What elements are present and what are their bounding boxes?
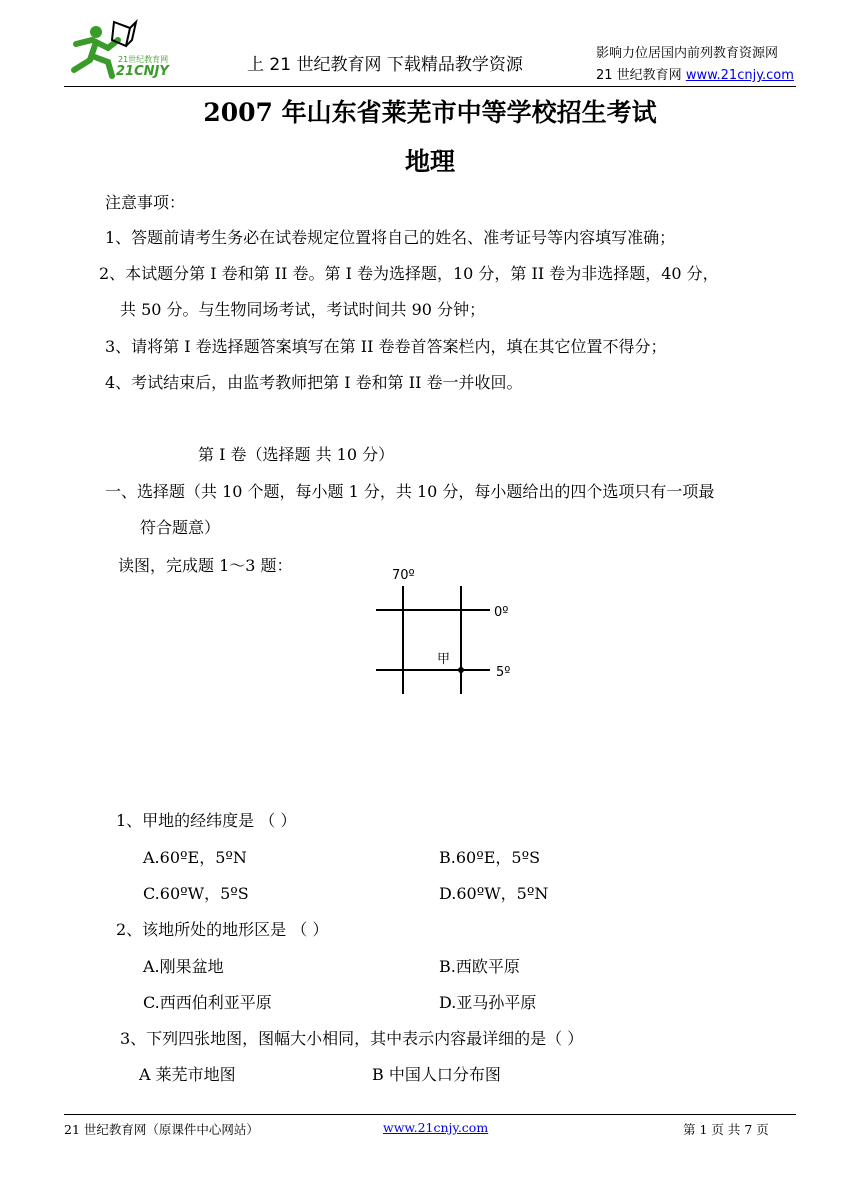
logo-brand-text: 21CNJY <box>116 64 169 79</box>
part1-instructions: 一、选择题（共 10 个题，每小题 1 分，共 10 分，每小题给出的四个选项只有一项最 <box>105 482 715 501</box>
question-stem: 1、甲地的经纬度是 （ ） <box>116 811 297 830</box>
latitude-label-bottom: 5º <box>496 665 511 680</box>
notice-item: 3、请将第 I 卷选择题答案填写在第 II 卷卷首答案栏内，填在其它位置不得分； <box>105 337 667 356</box>
notice-item: 2、本试题分第 I 卷和第 II 卷。第 I 卷为选择题，10 分，第 II 卷为非选择题，40 分， <box>99 264 719 283</box>
part1-instructions-cont: 符合题意） <box>140 518 221 537</box>
section-title: 第 I 卷（选择题 共 10 分） <box>198 445 395 464</box>
question-option: A.60ºE，5ºN <box>143 848 247 867</box>
longitude-label: 70º <box>392 568 415 583</box>
question-option: A.刚果盆地 <box>143 957 224 976</box>
question-stem: 3、下列四张地图，图幅大小相同，其中表示内容最详细的是（ ） <box>120 1029 584 1048</box>
exam-subject: 地理 <box>404 147 455 176</box>
question-option: C.西西伯利亚平原 <box>143 993 272 1012</box>
question-option: C.60ºW，5ºS <box>143 884 249 903</box>
header-right-prefix: 21 世纪教育网 <box>596 68 686 83</box>
notice-heading: 注意事项： <box>105 193 186 212</box>
footer-divider <box>64 1114 796 1115</box>
notice-item: 1、答题前请考生务必在试卷规定位置将自己的姓名、准考证号等内容填写准确； <box>105 228 676 247</box>
header-divider <box>64 86 796 87</box>
question-stem: 2、该地所处的地形区是 （ ） <box>116 920 329 939</box>
point-jia-marker <box>458 667 464 673</box>
notice-item: 共 50 分。与生物同场考试，考试时间共 90 分钟； <box>120 300 486 319</box>
read-prompt: 读图，完成题 1～3 题： <box>118 556 293 575</box>
header-url-link[interactable]: www.21cnjy.com <box>685 68 794 83</box>
footer-site-name: 21 世纪教育网（原课件中心网站） <box>64 1122 259 1137</box>
question-option: A 莱芜市地图 <box>139 1065 236 1084</box>
question-option: B.西欧平原 <box>439 957 520 976</box>
logo-small-text: 21世纪教育网 <box>118 55 169 64</box>
point-jia-label: 甲 <box>437 652 451 667</box>
question-option: B 中国人口分布图 <box>372 1065 501 1084</box>
question-option: B.60ºE，5ºS <box>439 848 541 867</box>
header-right-line2 <box>596 64 794 83</box>
question-option: D.60ºW，5ºN <box>439 884 549 903</box>
footer-url-link[interactable]: www.21cnjy.com <box>383 1120 489 1135</box>
question-option: D.亚马孙平原 <box>439 993 537 1012</box>
exam-title: 2007 年山东省莱芜市中等学校招生考试 <box>203 98 657 127</box>
notice-item: 4、考试结束后，由监考教师把第 I 卷和第 II 卷一并收回。 <box>105 373 523 392</box>
header-slogan: 上 21 世纪教育网 下载精品教学资源 <box>247 55 523 75</box>
site-logo <box>66 18 186 80</box>
header-right-line1: 影响力位居国内前列教育资源网 <box>596 46 779 61</box>
latitude-label-top: 0º <box>494 605 509 620</box>
runner-icon <box>66 18 186 80</box>
footer-page-number: 第 1 页 共 7 页 <box>683 1122 769 1137</box>
lat-lon-grid-diagram <box>370 562 520 702</box>
